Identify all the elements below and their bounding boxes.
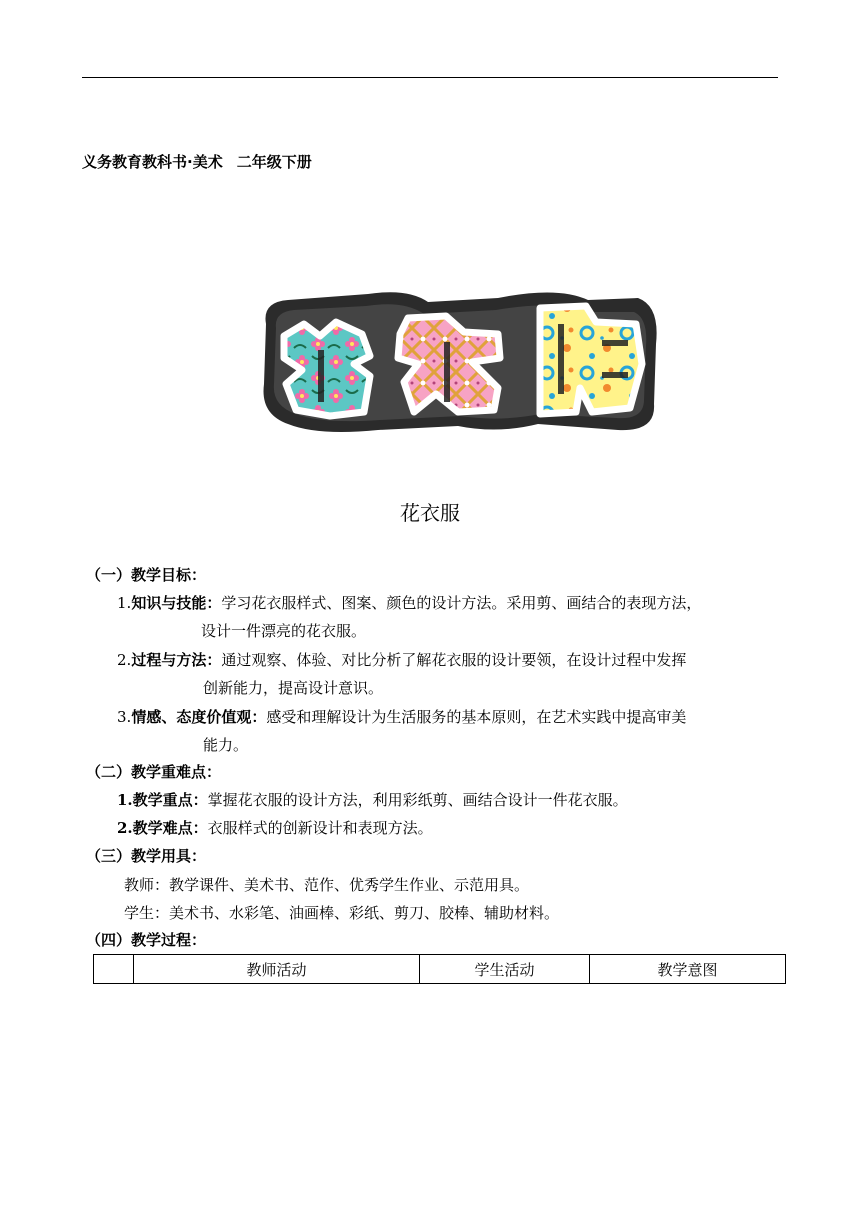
objective-1-text: 学习花衣服样式、图案、颜色的设计方法。采用剪、画结合的表现方法， [221,594,702,612]
key-point-label: 1.教学重点： [117,791,208,809]
table-header-blank [94,955,134,984]
key-point [117,790,628,810]
teacher-tools: 教师：教学课件、美术书、范作、优秀学生作业、示范用具。 [124,876,530,894]
difficult-point-label: 2.教学难点： [117,819,208,837]
objective-1-label: 知识与技能： [131,594,222,612]
difficult-point [117,818,433,838]
difficult-point-text: 衣服样式的创新设计和表现方法。 [207,819,433,837]
section-3-heading: （三）教学用具： [86,847,207,865]
objective-3-label: 情感、态度价值观： [131,708,267,726]
book-title: 义务教育教科书·美术 [82,153,223,171]
objective-2-continuation: 创新能力，提高设计意识。 [203,679,384,697]
table-header-student: 学生活动 [420,955,590,984]
objective-3-text: 感受和理解设计为生活服务的基本原则，在艺术实践中提高审美 [266,708,687,726]
objective-2-text: 通过观察、体验、对比分析了解花衣服的设计要领，在设计过程中发挥 [221,651,687,669]
objective-2-label: 过程与方法： [131,651,222,669]
key-point-text: 掌握花衣服的设计方法，利用彩纸剪、画结合设计一件花衣服。 [207,791,628,809]
header-rule [82,77,778,78]
section-1-heading: （一）教学目标： [86,566,207,584]
table-header-row [94,955,786,984]
student-tools: 学生：美术书、水彩笔、油画棒、彩纸、剪刀、胶棒、辅助材料。 [124,904,560,922]
table-header-teacher: 教师活动 [134,955,420,984]
book-header [82,151,312,172]
title-banner-image [258,284,662,436]
objective-3-continuation: 能力。 [203,736,249,754]
objective-3: 3.情感、态度价值观：感受和理解设计为生活服务的基本原则，在艺术实践中提高审美 [117,708,687,726]
objective-1: 1.知识与技能：学习花衣服样式、图案、颜色的设计方法。采用剪、画结合的表现方法， [117,594,702,612]
table-header-intent: 教学意图 [590,955,786,984]
process-table [93,954,786,984]
document-title: 花衣服 [400,501,460,525]
book-grade: 二年级下册 [236,153,312,171]
objective-2: 2.过程与方法：通过观察、体验、对比分析了解花衣服的设计要领，在设计过程中发挥 [117,651,687,669]
objective-1-continuation: 设计一件漂亮的花衣服。 [201,622,367,640]
section-4-heading: （四）教学过程： [86,931,207,949]
section-2-heading: （二）教学重难点： [86,763,222,781]
